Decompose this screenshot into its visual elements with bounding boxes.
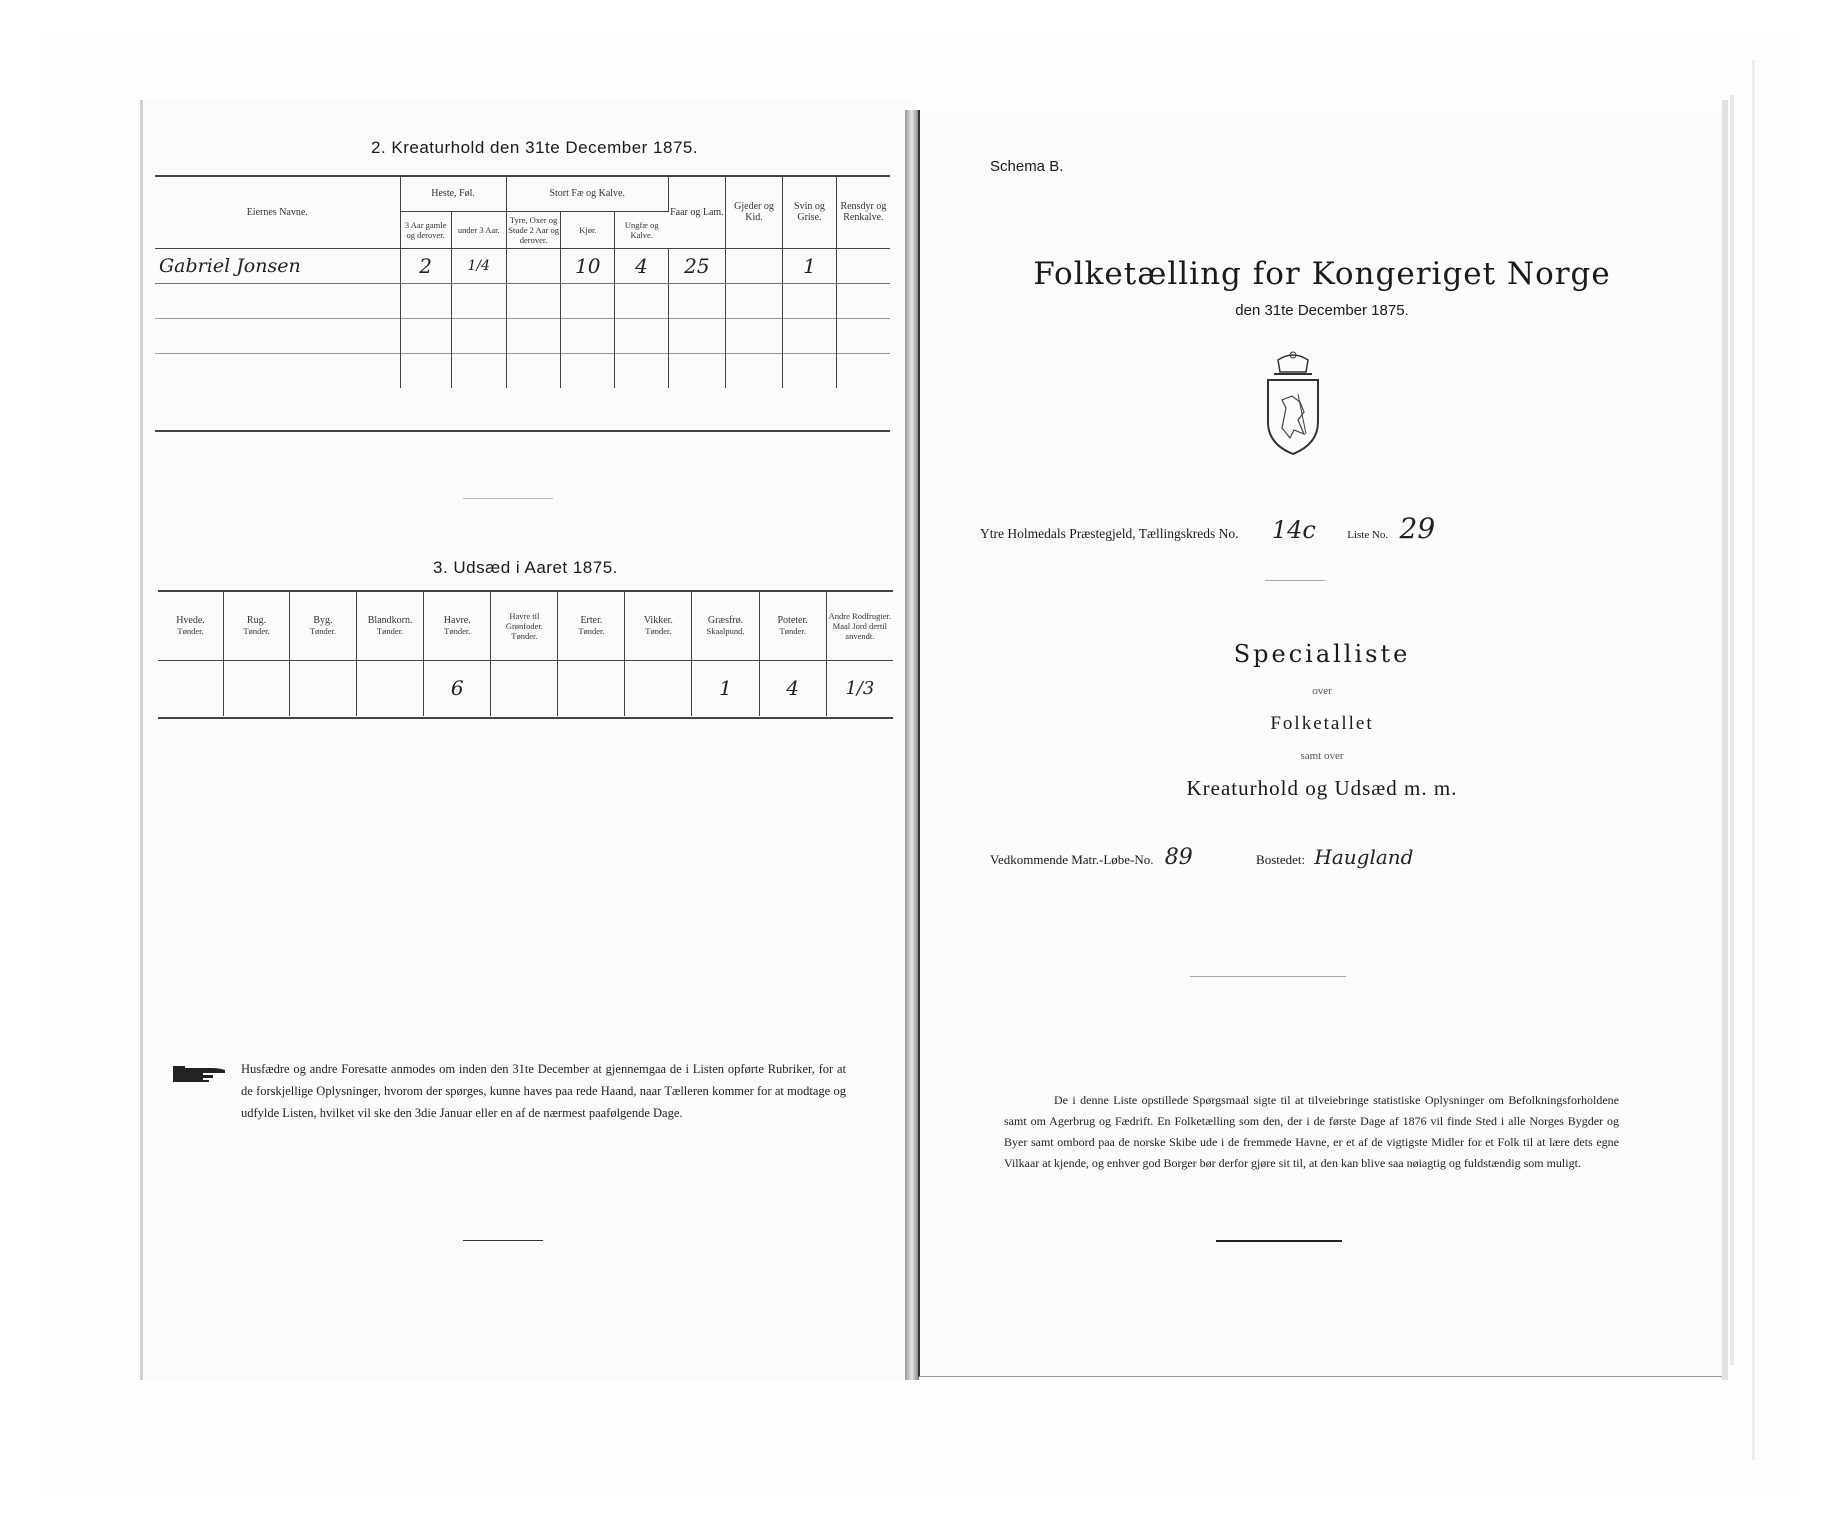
sowing-header-blandkorn: Blandkorn. Tønder. bbox=[356, 592, 423, 660]
notice-text: Husfædre og andre Foresatte anmodes om inden den 31te December at gjennemgaa de i Listen opførte Rubriker, for at de forskjellige Oplysninger, hvorom der spørges, kunne haves paa rede Haand, naar Tælleren kommer for at modtage og udfylde Listen, hvilket vil ske den 3die Januar eller en af de nærmest paafølgende Dage. bbox=[241, 1062, 846, 1120]
sowing-header-poteter: Poteter. Tønder. bbox=[759, 592, 826, 660]
livestock-table bbox=[155, 177, 890, 388]
sowing-value bbox=[491, 660, 558, 716]
sowing-value bbox=[625, 660, 692, 716]
sowing-header-graesfro: Græsfrø. Skaalpund. bbox=[692, 592, 759, 660]
matr-number: 89 bbox=[1164, 845, 1193, 870]
sowing-table bbox=[158, 592, 893, 716]
sowing-value: 4 bbox=[759, 660, 826, 716]
book-spine bbox=[905, 110, 919, 1380]
sowing-row bbox=[158, 660, 893, 716]
pointing-hand-icon bbox=[173, 1062, 227, 1089]
sowing-header-havre-gronfoder: Havre til Grønfoder. Tønder. bbox=[491, 592, 558, 660]
sowing-header-byg: Byg. Tønder. bbox=[289, 592, 356, 660]
heste-header: Heste, Føl. bbox=[400, 177, 506, 211]
rensdyr-value bbox=[836, 248, 890, 283]
sowing-value: 1/3 bbox=[845, 677, 875, 699]
sowing-header-rug: Rug. Tønder. bbox=[224, 592, 290, 660]
district-line bbox=[980, 512, 1435, 545]
kreaturhold-label: Kreaturhold og Udsæd m. m. bbox=[1186, 776, 1458, 800]
bosted-value: Haugland bbox=[1314, 845, 1414, 869]
specialliste-title: Specialliste bbox=[1233, 640, 1411, 668]
district-prefix: Ytre Holmedals Præstegjeld, Tællingskreds No. bbox=[980, 526, 1239, 541]
heste-old-header: 3 Aar gamle og derover. bbox=[400, 211, 451, 248]
sowing-title: 3. Udsæd i Aaret 1875. bbox=[433, 558, 618, 577]
liste-number: 29 bbox=[1399, 512, 1436, 545]
date-line: den 31te December 1875. bbox=[1235, 302, 1409, 319]
owner-name: Gabriel Jonsen bbox=[155, 248, 400, 283]
faar-value: 25 bbox=[668, 248, 725, 283]
stort-fae-header: Stort Fæ og Kalve. bbox=[506, 177, 668, 211]
sowing-value: 6 bbox=[424, 660, 491, 716]
heste-young-header: under 3 Aar. bbox=[451, 211, 506, 248]
sowing-value bbox=[224, 660, 290, 716]
svin-header: Svin og Grise. bbox=[783, 177, 837, 248]
sowing-header-havre: Havre. Tønder. bbox=[424, 592, 491, 660]
matr-line bbox=[990, 845, 1413, 870]
sowing-value bbox=[558, 660, 625, 716]
sowing-header-vikker: Vikker. Tønder. bbox=[625, 592, 692, 660]
samt-over-label: samt over bbox=[1300, 750, 1344, 762]
footer-text: De i denne Liste opstillede Spørgsmaal sigte til at tilveiebringe statistiske Oplysninger om Befolkningsforholdene samt om Agerbrug og Fædrift. En Folketælling som den, der i de første Dage af 1876 vil finde Sted i alle Norges Bygder og Byer samt ombord paa de norske Skibe ude i de fremmede Havne, er et af de vigtigste Midler for et Folk til at lære dets egne Vilkaar at kjende, og enhver god Borger bør derfor gjøre sit til, at den kan blive saa nøiagtig og fuldstændig som muligt. bbox=[1004, 1093, 1619, 1170]
right-page bbox=[918, 110, 1724, 1377]
kjor-header: Kjør. bbox=[561, 211, 615, 248]
gjeder-header: Gjeder og Kid. bbox=[725, 177, 782, 248]
tyre-value bbox=[506, 248, 561, 283]
tyre-header: Tyre, Oxer og Stude 2 Aar og derover. bbox=[506, 211, 561, 248]
sowing-header-hvede: Hvede. Tønder. bbox=[158, 592, 224, 660]
ungfae-header: Ungfæ og Kalve. bbox=[624, 219, 659, 240]
sowing-value bbox=[289, 660, 356, 716]
heste-old-value: 2 bbox=[400, 248, 451, 283]
sowing-value bbox=[158, 660, 224, 716]
livestock-title: 2. Kreaturhold den 31te December 1875. bbox=[371, 138, 699, 157]
faar-header: Faar og Lam. bbox=[668, 177, 725, 248]
liste-label: Liste No. bbox=[1347, 529, 1389, 541]
district-number: 14c bbox=[1271, 516, 1316, 544]
kjor-value: 10 bbox=[561, 248, 615, 283]
main-title: Folketælling for Kongeriget Norge bbox=[1033, 256, 1611, 292]
coat-of-arms-icon bbox=[1260, 350, 1326, 461]
sowing-value: 1 bbox=[692, 660, 759, 716]
sowing-header-andre: Andre Rodfrugter. Maal Jord dertil anvendt. bbox=[828, 610, 891, 641]
livestock-row bbox=[155, 248, 890, 283]
ungfae-value: 4 bbox=[615, 248, 669, 283]
sowing-header-erter: Erter. Tønder. bbox=[558, 592, 625, 660]
over-label: over bbox=[1312, 685, 1332, 697]
rensdyr-header: Rensdyr og Renkalve. bbox=[840, 201, 887, 224]
svin-value: 1 bbox=[783, 248, 837, 283]
sowing-value bbox=[356, 660, 423, 716]
schema-label: Schema B. bbox=[990, 158, 1064, 175]
heste-young-value: 1/4 bbox=[451, 248, 506, 283]
gjeder-value bbox=[725, 248, 782, 283]
folketallet-label: Folketallet bbox=[1270, 713, 1374, 734]
owner-header: Eiernes Navne. bbox=[155, 177, 400, 248]
left-page bbox=[140, 100, 913, 1380]
bosted-label: Bostedet: bbox=[1256, 852, 1306, 867]
matr-label: Vedkommende Matr.-Løbe-No. bbox=[990, 852, 1154, 867]
